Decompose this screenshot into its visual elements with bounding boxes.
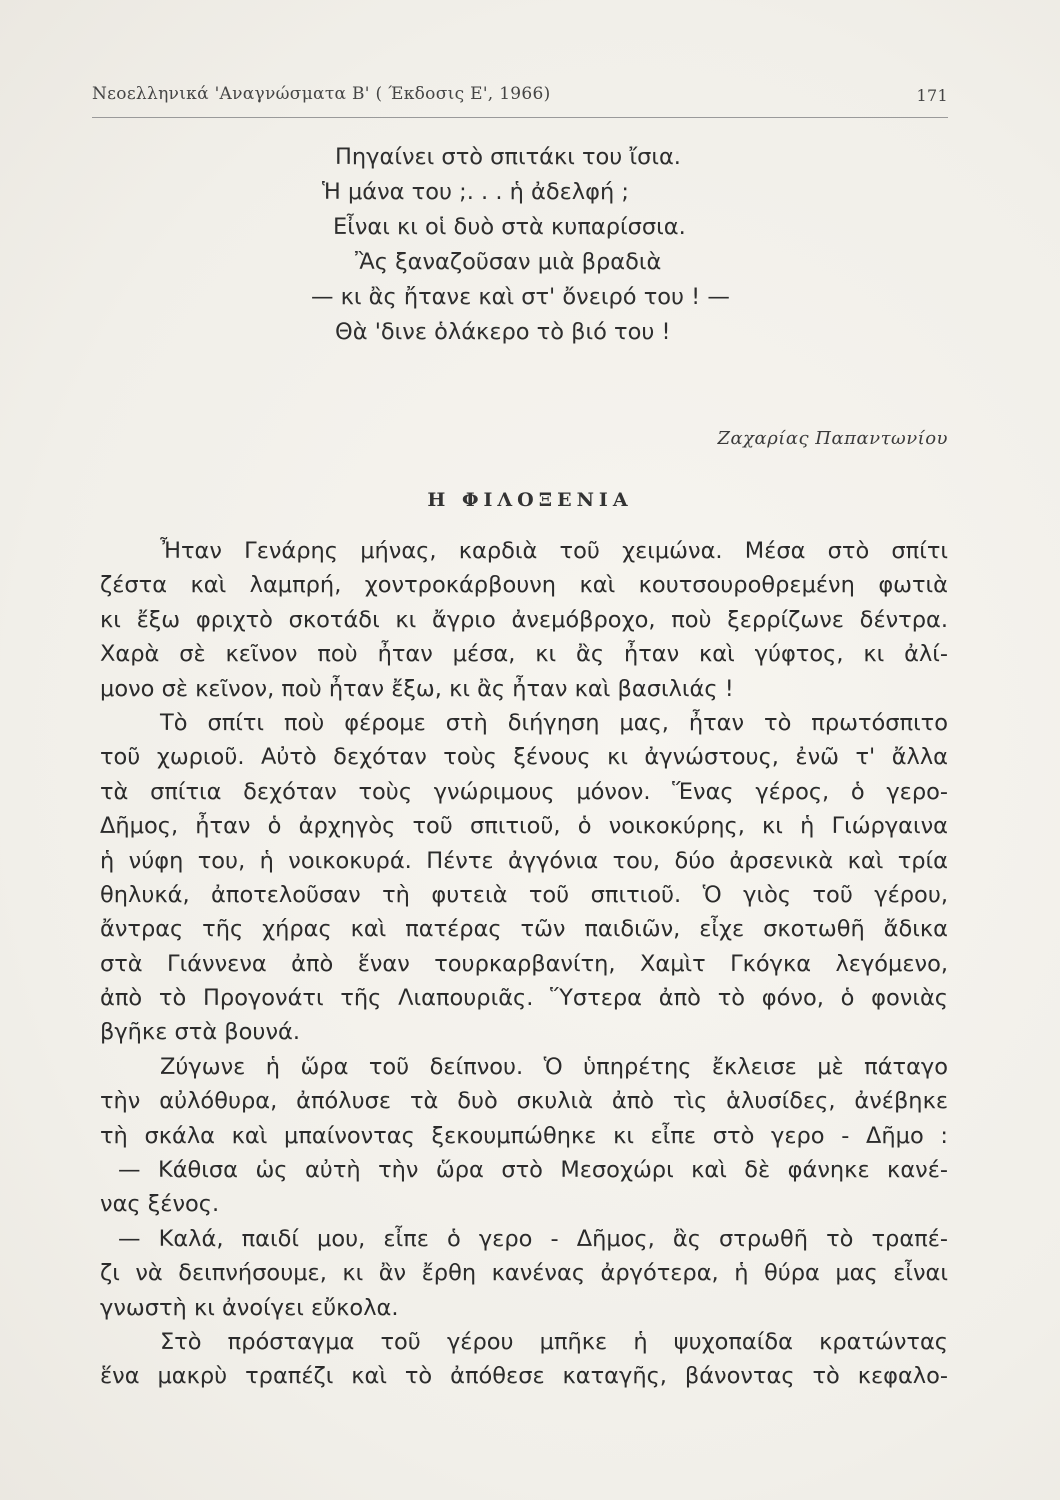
story-title: Η ΦΙΛΟΞΕΝΙΑ xyxy=(427,489,633,511)
text-line: νας ξένος. xyxy=(100,1191,220,1218)
text-line: ἄντρας τῆς χήρας καὶ πατέρας τῶν παιδιῶν, εἶχε σκοτωθῆ ἄδικα xyxy=(100,916,948,943)
poem-line: Ἡ μάνα του ;. . . ἡ ἀδελφή ; xyxy=(322,179,629,205)
poem-line: — κι ἂς ἤτανε καὶ στ' ὄνειρό του ! — xyxy=(311,284,730,310)
text-line: μονο σὲ κεῖνον, ποὺ ἦταν ἔξω, κι ἂς ἦταν καὶ βασιλιάς ! xyxy=(100,675,734,702)
poem-line: Πηγαίνει στὸ σπιτάκι του ἴσια. xyxy=(335,144,681,170)
text-line: Χαρὰ σὲ κεῖνον ποὺ ἦταν μέσα, κι ἂς ἦταν καὶ γύφτος, κι ἀλί- xyxy=(100,641,948,668)
text-line: ἕνα μακρὺ τραπέζι καὶ τὸ ἀπόθεσε καταγῆς, βάνοντας τὸ κεφαλο- xyxy=(100,1363,948,1390)
text-line: Δῆμος, ἦταν ὁ ἀρχηγὸς τοῦ σπιτιοῦ, ὁ νοικοκύρης, κι ἡ Γιώργαινα xyxy=(100,813,948,840)
text-line: βγῆκε στὰ βουνά. xyxy=(100,1019,300,1046)
text-line: Στὸ πρόσταγμα τοῦ γέρου μπῆκε ἡ ψυχοπαίδα κρατώντας xyxy=(160,1328,948,1355)
running-header xyxy=(92,78,948,108)
text-line: ζέστα καὶ λαμπρή, χοντροκάρβουνη καὶ κουτσουροθρεμένη φωτιὰ xyxy=(100,572,948,599)
text-line: ἡ νύφη του, ἡ νοικοκυρά. Πέντε ἀγγόνια του, δύο ἀρσενικὰ καὶ τρία xyxy=(100,847,948,874)
poem-line: Ἂς ξαναζοῦσαν μιὰ βραδιὰ xyxy=(355,249,662,275)
poem-excerpt xyxy=(0,140,1060,350)
poem-line: Εἶναι κι οἱ δυὸ στὰ κυπαρίσσια. xyxy=(333,214,686,240)
story-text xyxy=(100,534,948,1394)
text-line: κι ἔξω φριχτὸ σκοτάδι κι ἄγριο ἀνεμόβροχο, ποὺ ξερρίζωνε δέντρα. xyxy=(100,606,948,633)
header-title: Νεοελληνικά 'Αναγνώσματα Β' ( Έκδοσις Ε', 1966) xyxy=(92,84,551,104)
text-line: τοῦ χωριοῦ. Αὐτὸ δεχόταν τοὺς ξένους κι ἀγνώστους, ἐνῶ τ' ἄλλα xyxy=(100,744,948,771)
text-line: γνωστὴ κι ἀνοίγει εὔκολα. xyxy=(100,1294,399,1321)
text-line: τὴν αὐλόθυρα, ἀπόλυσε τὰ δυὸ σκυλιὰ ἀπὸ τὶς ἁλυσίδες, ἀνέβηκε xyxy=(100,1088,948,1115)
text-line: — Κάθισα ὡς αὐτὴ τὴν ὥρα στὸ Μεσοχώρι καὶ δὲ φάνηκε κανέ- xyxy=(118,1157,948,1184)
text-line: θηλυκά, ἀποτελοῦσαν τὴ φυτειὰ τοῦ σπιτιοῦ. Ὁ γιὸς τοῦ γέρου, xyxy=(100,881,948,908)
text-line: ἀπὸ τὸ Προγονάτι τῆς Λιαπουριᾶς. Ὕστερα ἀπὸ τὸ φόνο, ὁ φονιὰς xyxy=(100,985,948,1012)
text-line: Τὸ σπίτι ποὺ φέρομε στὴ διήγηση μας, ἦταν τὸ πρωτόσπιτο xyxy=(160,709,948,736)
header-rule xyxy=(92,117,948,118)
page-number: 171 xyxy=(916,86,948,105)
text-line: τὴ σκάλα καὶ μπαίνοντας ξεκουμπώθηκε κι εἶπε στὸ γερο - Δῆμο : xyxy=(100,1122,948,1149)
text-line: — Καλά, παιδί μου, εἶπε ὁ γερο - Δῆμος, ἂς στρωθῆ τὸ τραπέ- xyxy=(118,1225,948,1252)
text-line: Ἦταν Γενάρης μήνας, καρδιὰ τοῦ χειμώνα. Μέσα στὸ σπίτι xyxy=(160,538,948,564)
text-line: ζι νὰ δειπνήσουμε, κι ἂν ἔρθη κανένας ἀργότερα, ἡ θύρα μας εἶναι xyxy=(100,1260,948,1287)
poem-line: Θὰ 'δινε ὁλάκερο τὸ βιό του ! xyxy=(335,319,671,345)
text-line: τὰ σπίτια δεχόταν τοὺς γνώριμους μόνον. Ἕνας γέρος, ὁ γερο- xyxy=(100,778,948,805)
text-line: στὰ Γιάννενα ἀπὸ ἕναν τουρκαρβανίτη, Χαμὶτ Γκόγκα λεγόμενο, xyxy=(100,950,948,977)
text-line: Ζύγωνε ἡ ὥρα τοῦ δείπνου. Ὁ ὑπηρέτης ἔκλεισε μὲ πάταγο xyxy=(160,1053,948,1080)
poem-author: Ζαχαρίας Παπαντωνίου xyxy=(717,428,948,449)
